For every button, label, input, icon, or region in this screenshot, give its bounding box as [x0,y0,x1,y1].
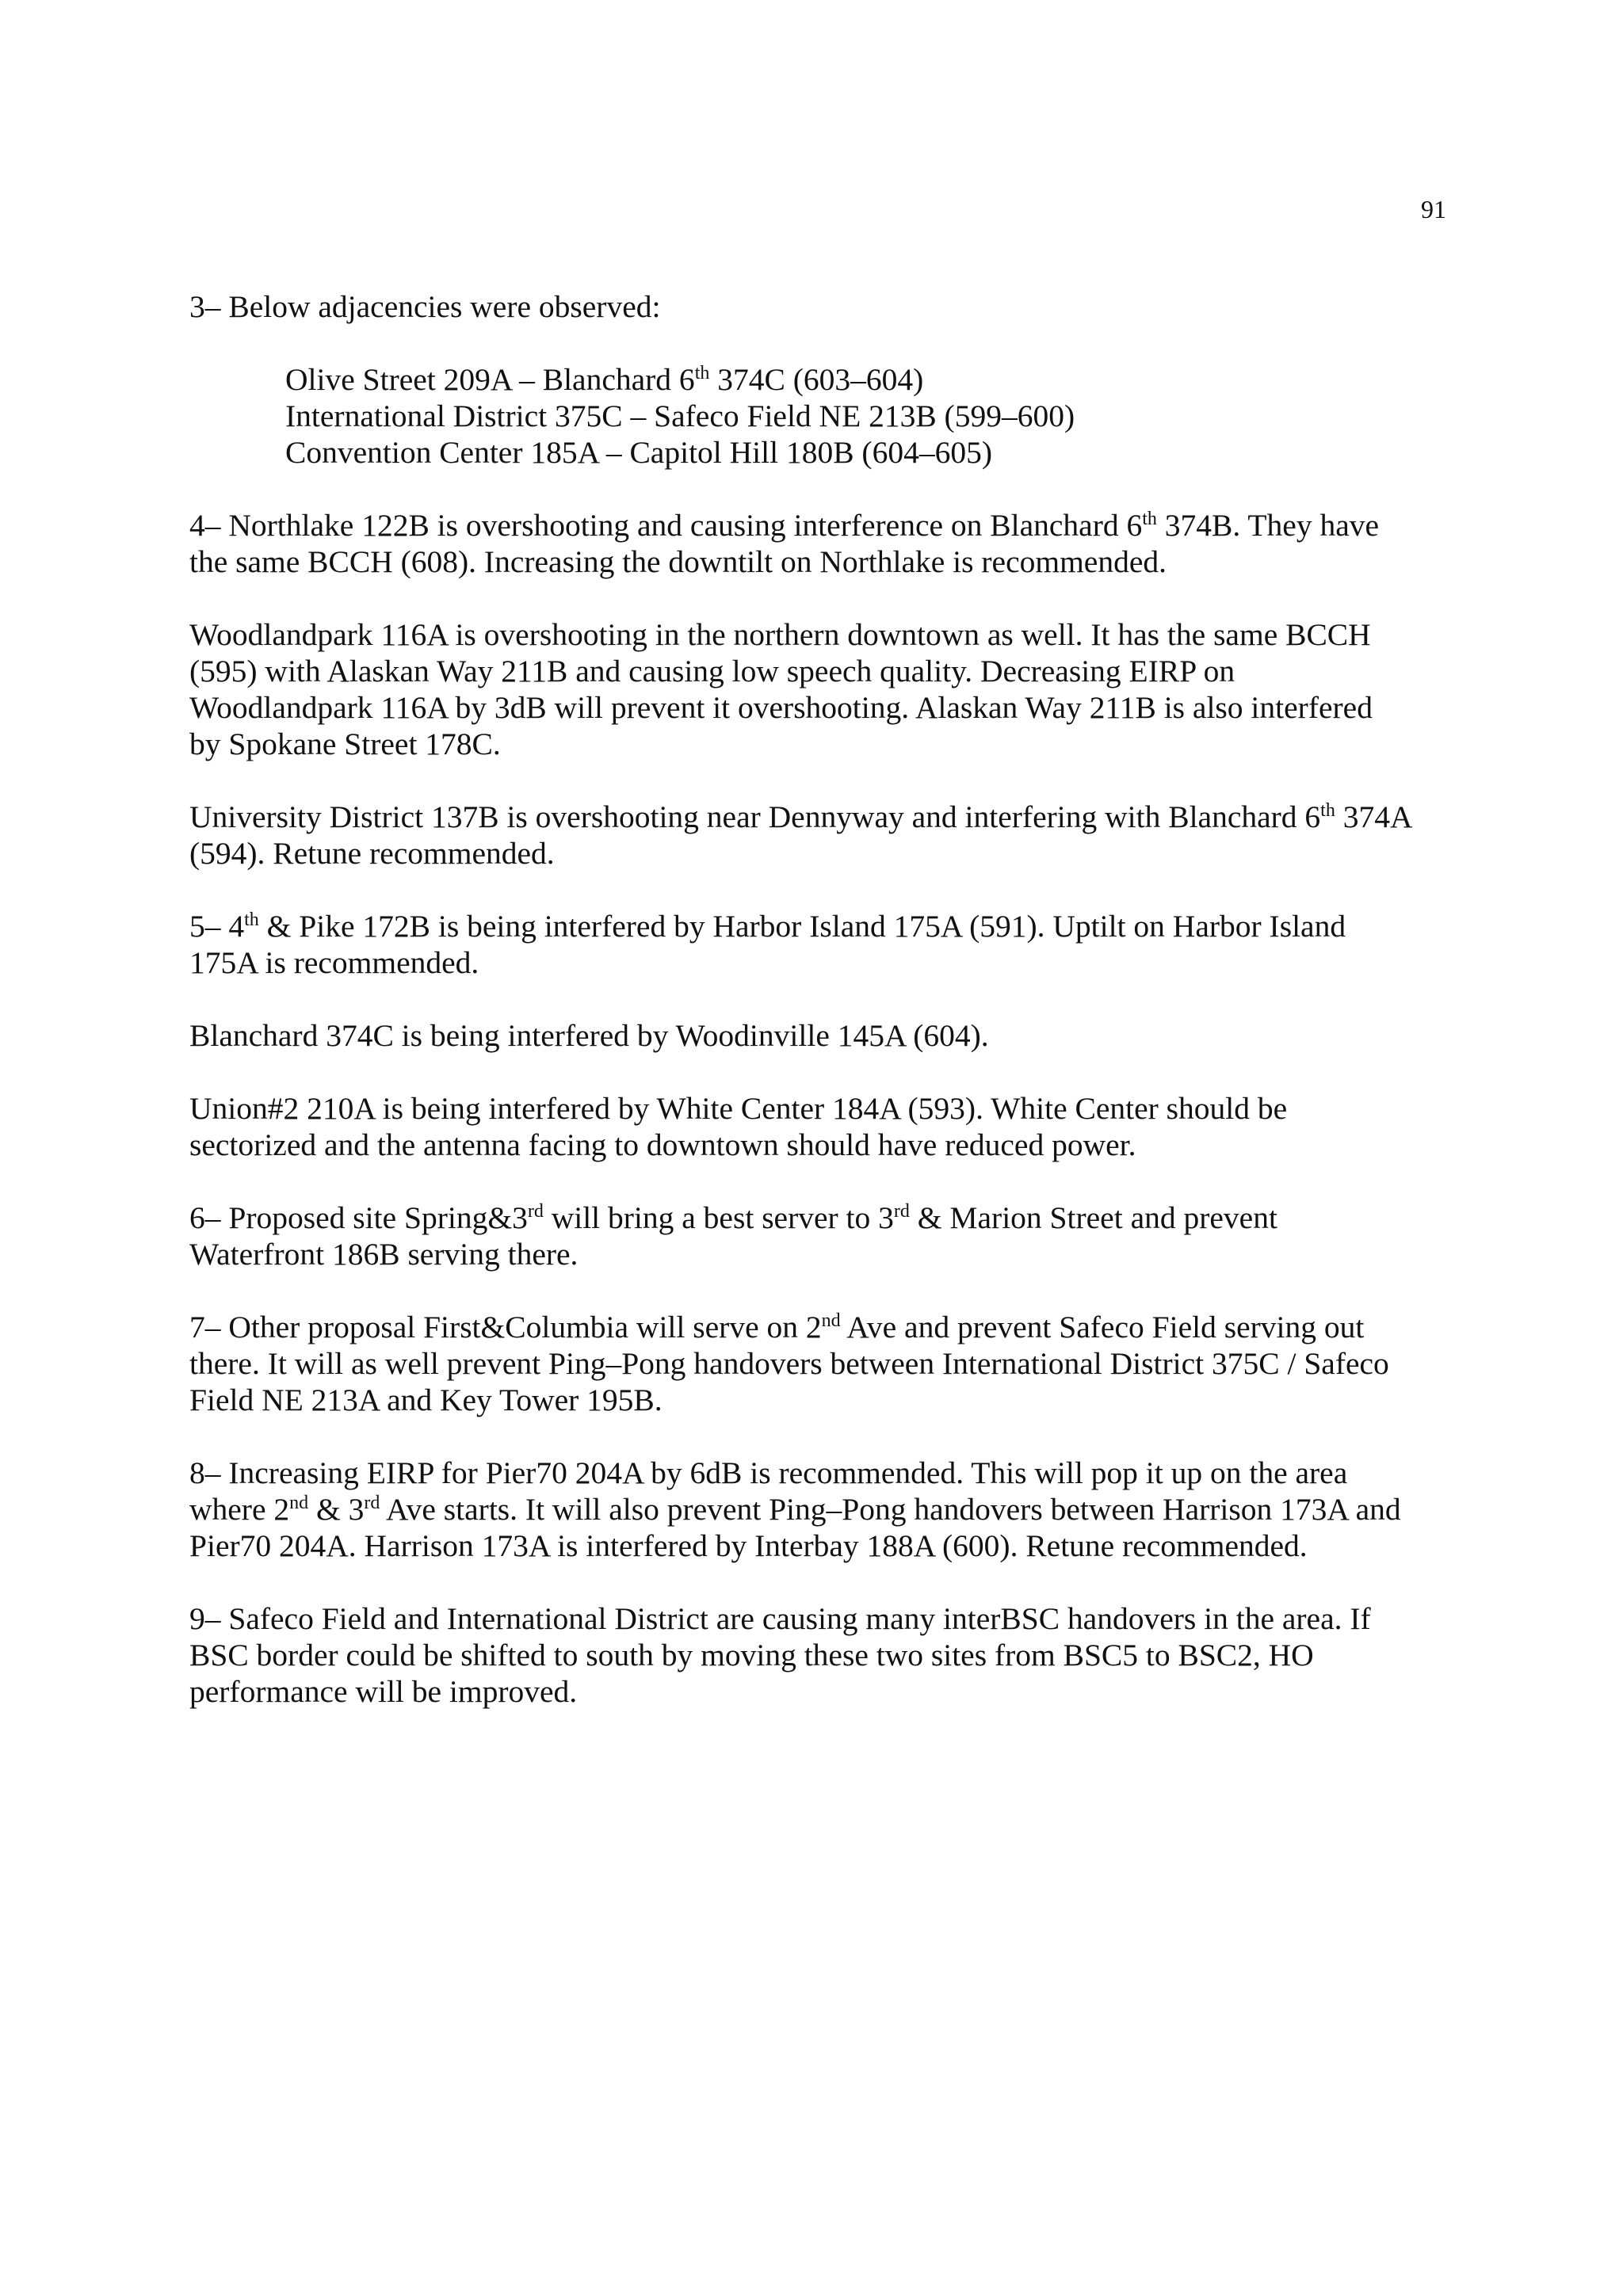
section-7-paragraph [189,1309,1449,1418]
text-line: where 2nd & 3rd Ave starts. It will also prevent Ping–Pong handovers between Harrison 173A and [189,1492,1401,1527]
text-line: Woodlandpark 116A by 3dB will prevent it overshooting. Alaskan Way 211B is also interfered [189,690,1373,725]
text-line: University District 137B is overshooting near Dennyway and interfering with Blanchard 6th 374A [189,799,1413,834]
document-body [189,288,1449,1746]
section-5-paragraph [189,908,1449,981]
text-line: Blanchard 374C is being interfered by Woodinville 145A (604). [189,1018,989,1053]
text-line: 5– 4th & Pike 172B is being interfered by Harbor Island 175A (591). Uptilt on Harbor Island [189,909,1346,944]
woodlandpark-paragraph [189,616,1449,762]
adjacency-item: Convention Center 185A – Capitol Hill 180B (604–605) [285,435,992,470]
section-8-paragraph [189,1455,1449,1564]
text-line: Union#2 210A is being interfered by White Center 184A (593). White Center should be [189,1091,1288,1126]
text-line: Woodlandpark 116A is overshooting in the northern downtown as well. It has the same BCCH [189,617,1371,652]
text-line: 3– Below adjacencies were observed: [189,289,661,324]
university-district-paragraph [189,799,1449,871]
union-paragraph [189,1090,1449,1163]
text-line: 7– Other proposal First&Columbia will serve on 2nd Ave and prevent Safeco Field serving out [189,1310,1365,1344]
adjacency-item: Olive Street 209A – Blanchard 6th 374C (603–604) [285,362,924,397]
text-line: the same BCCH (608). Increasing the downtilt on Northlake is recommended. [189,544,1167,579]
section-6-paragraph [189,1199,1449,1272]
text-line: 9– Safeco Field and International District are causing many interBSC handovers in the area. If [189,1601,1371,1636]
page-number: 91 [1421,195,1446,223]
text-line: 4– Northlake 122B is overshooting and causing interference on Blanchard 6th 374B. They have [189,508,1380,543]
text-line: 175A is recommended. [189,945,479,980]
text-line: Field NE 213A and Key Tower 195B. [189,1383,663,1417]
text-line: (594). Retune recommended. [189,836,555,871]
section-4-paragraph [189,507,1449,580]
adjacency-item: International District 375C – Safeco Field NE 213B (599–600) [285,399,1075,433]
text-line: (595) with Alaskan Way 211B and causing low speech quality. Decreasing EIRP on [189,654,1235,688]
text-line: BSC border could be shifted to south by moving these two sites from BSC5 to BSC2, HO [189,1638,1314,1672]
text-line: sectorized and the antenna facing to downtown should have reduced power. [189,1127,1136,1162]
blanchard-paragraph [189,1017,1449,1054]
text-line: by Spokane Street 178C. [189,727,501,761]
text-line: Pier70 204A. Harrison 173A is interfered by Interbay 188A (600). Retune recommended. [189,1528,1308,1563]
text-line: there. It will as well prevent Ping–Pong handovers between International District 375C / Safeco [189,1346,1389,1381]
text-line: performance will be improved. [189,1674,578,1709]
adjacency-list [285,361,1449,471]
section-3-intro [189,288,1449,325]
section-9-paragraph [189,1600,1449,1710]
text-line: Waterfront 186B serving there. [189,1237,579,1272]
text-line: 6– Proposed site Spring&3rd will bring a best server to 3rd & Marion Street and prevent [189,1200,1277,1235]
text-line: 8– Increasing EIRP for Pier70 204A by 6dB is recommended. This will pop it up on the area [189,1455,1348,1490]
